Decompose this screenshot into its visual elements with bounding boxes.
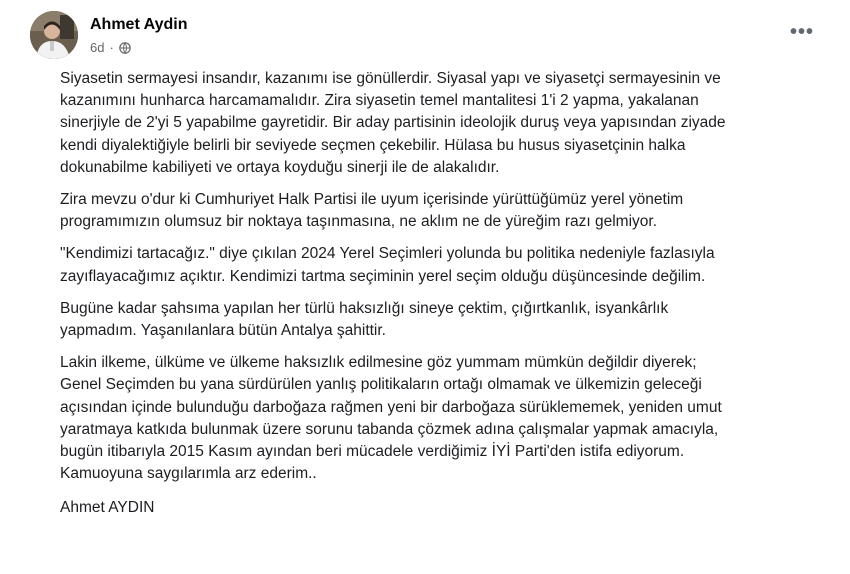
post-timestamp[interactable]: 6d [90, 39, 105, 55]
text-line: zayıflayacağımız açıktır. Kendimizi tartma seçiminin yerel seçim olduğu düşüncesinde değilim. [60, 267, 706, 285]
paragraph [60, 189, 830, 233]
text-line: Bugüne kadar şahsıma yapılan her türlü haksızlığı sineye çektim, çığırtkanlık, isyankârlık [60, 299, 669, 317]
text-line: kendi diyalektiğiyle belirli bir seviyede seçmen çekebilir. Hülasa bu husus siyasetçinin halka [60, 136, 686, 154]
globe-icon[interactable] [119, 42, 131, 54]
text-line: Kamuoyuna saygılarımla arz ederim.. [60, 465, 317, 483]
meta-separator: · [109, 39, 114, 55]
text-line: Siyasetin sermayesi insandır, kazanımı ise gönüllerdir. Siyasal yapı ve siyasetçi sermayesinin ve [60, 70, 721, 87]
text-line: kazanımını hunharca harcamamalıdır. Zira siyasetin temel mantalitesi 1'i 2 yapma, yakalanan [60, 92, 699, 110]
post-body [60, 68, 830, 520]
post-meta [90, 15, 187, 56]
text-line: programımızın olumsuz bir noktaya taşınmasına, ne aklım ne de yüreğim razı gelmiyor. [60, 213, 657, 231]
text-line: sinerjiyle de 2'yi 5 yapabilme gayretidir. Bir aday partisinin ideolojik duruş veya yapısından ziyade [60, 114, 726, 132]
avatar[interactable] [30, 11, 78, 59]
more-options-button[interactable] [784, 18, 820, 46]
text-line: yapmadım. Yaşanılanlara bütün Antalya şahittir. [60, 322, 386, 340]
paragraph [60, 68, 830, 179]
avatar-image [30, 11, 78, 59]
paragraph [60, 243, 830, 287]
text-line: dokunabilme kabiliyeti ve ortaya koyduğu sinerji ile de alakalıdır. [60, 158, 500, 176]
text-line: Zira mevzu o'dur ki Cumhuriyet Halk Partisi ile uyum içerisinde yürüttüğümüz yerel yönetim [60, 191, 684, 209]
author-name[interactable]: Ahmet Aydin [90, 15, 188, 33]
text-line: "Kendimizi tartacağız." diye çıkılan 2024 Yerel Seçimleri yolunda bu politika nedeniyle fazlasıyla [60, 245, 715, 263]
text-line: Lakin ilkeme, ülküme ve ülkeme haksızlık edilmesine göz yummam mümkün değildir diyerek; [60, 354, 697, 372]
post-subline [90, 40, 187, 56]
paragraph [60, 352, 830, 485]
paragraph [60, 298, 830, 342]
text-line: Genel Seçimden bu yana sürdürülen yanlış politikaların ortağı olmamak ve ülkemizin geleceği [60, 376, 702, 394]
text-line: açısından içinde bulunduğu darboğaza rağmen yeni bir darboğaza sürüklememek, yeniden umut [60, 398, 722, 416]
post-header [30, 9, 187, 61]
text-line: yaratmaya katkıda bulunmak üzere sorunu tabanda çözmek adına çalışmalar yapmak amacıyla, [60, 420, 719, 438]
more-options-icon: ••• [789, 21, 814, 43]
text-line: bugün itibarıyla 2015 Kasım ayından beri mücadele verdiğimiz İYİ Parti'den istifa ediyorum. [60, 443, 685, 461]
post-signature: Ahmet AYDIN [60, 499, 155, 517]
